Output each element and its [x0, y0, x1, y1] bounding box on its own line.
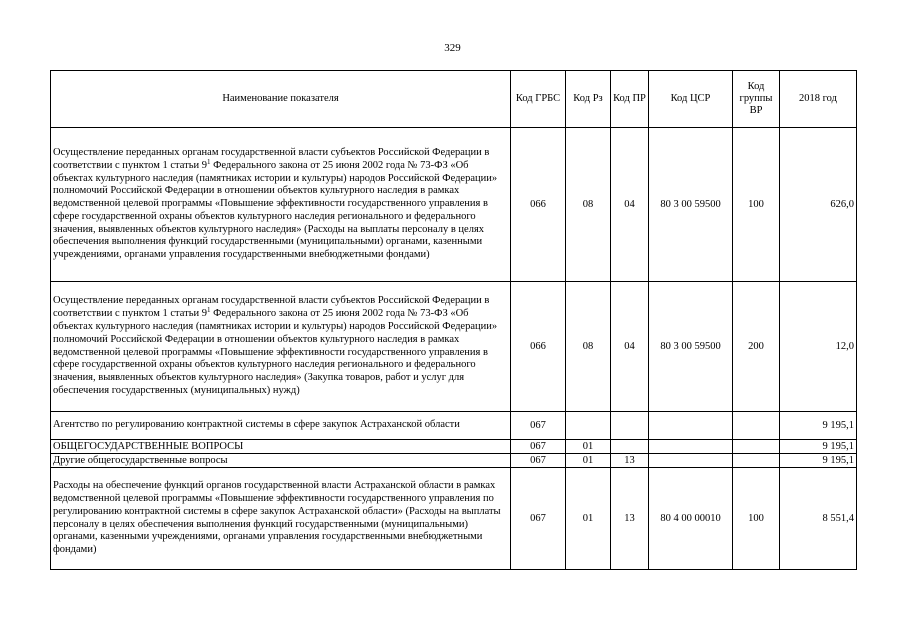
cell-pr: 04 [611, 128, 649, 282]
cell-pr: 04 [611, 282, 649, 412]
table-row [51, 282, 857, 412]
header-rz: Код Рз [566, 71, 611, 128]
table-row [51, 454, 857, 468]
header-name: Наименование показателя [51, 71, 511, 128]
cell-amount: 9 195,1 [780, 412, 857, 440]
cell-vr [733, 440, 780, 454]
budget-table [50, 70, 857, 570]
row-name: Агентство по регулированию контрактной системы в сфере закупок Астраханской области [51, 412, 511, 440]
table-row [51, 468, 857, 570]
cell-rz [566, 412, 611, 440]
row-name-part: Осуществление переданных органам государственной власти субъектов Российской Федерации в соответствии с пунктом 1 статьи 9 [53, 295, 490, 320]
cell-amount: 8 551,4 [780, 468, 857, 570]
row-name [51, 128, 511, 282]
cell-pr: 13 [611, 454, 649, 468]
page-number: 329 [444, 42, 461, 54]
cell-grbs: 066 [511, 128, 566, 282]
cell-grbs: 067 [511, 440, 566, 454]
cell-csr: 80 3 00 59500 [649, 282, 733, 412]
row-name-part: Осуществление переданных органам государственной власти субъектов Российской Федерации в соответствии с пунктом 1 статьи 9 [53, 146, 490, 171]
cell-csr [649, 454, 733, 468]
cell-pr [611, 412, 649, 440]
cell-csr [649, 440, 733, 454]
row-name: ОБЩЕГОСУДАРСТВЕННЫЕ ВОПРОСЫ [51, 440, 511, 454]
cell-csr: 80 4 00 00010 [649, 468, 733, 570]
cell-pr [611, 440, 649, 454]
cell-amount: 9 195,1 [780, 440, 857, 454]
row-name: Расходы на обеспечение функций органов государственной власти Астраханской области в рамках ведомственной целевой программы «Повышение эффективности государственного управления по регулированию контрактной системы в сфере закупок Астраханской области» (Расходы на выплаты персоналу в целях обеспечения выполнения функций государственными (муниципальными) органами, казенными учреждениями, органами управления государственными внебюджетными фондами) [51, 468, 511, 570]
cell-csr [649, 412, 733, 440]
row-name: Другие общегосударственные вопросы [51, 454, 511, 468]
cell-vr: 100 [733, 128, 780, 282]
cell-amount: 626,0 [780, 128, 857, 282]
cell-vr [733, 412, 780, 440]
header-year: 2018 год [780, 71, 857, 128]
header-csr: Код ЦСР [649, 71, 733, 128]
header-vr: Код группы ВР [733, 71, 780, 128]
table-row [51, 440, 857, 454]
table-row [51, 128, 857, 282]
cell-rz: 01 [566, 440, 611, 454]
header-row [51, 71, 857, 128]
row-name-part: Федерального закона от 25 июня 2002 года № 73-ФЗ «Об объектах культурного наследия (памятниках истории и культуры) народов Российской Федерации» полномочий Российской Федерации в отношении объектов культурного наследия в рамках ведомственной целевой программы «Повышение эффективности государственного управления в сфере государственной охраны объектов культурного наследия регионального и федерального значения, выявленных объектов культурного наследия» (Закупка товаров, работ и услуг для обеспечения государственных (муниципальных) нужд) [53, 308, 498, 396]
cell-rz: 08 [566, 282, 611, 412]
cell-pr: 13 [611, 468, 649, 570]
row-name-part: Федерального закона от 25 июня 2002 года № 73-ФЗ «Об объектах культурного наследия (памятниках истории и культуры) народов Российской Федерации» полномочий Российской Федерации в отношении объектов культурного наследия в рамках ведомственной целевой программы «Повышение эффективности государственного управления в сфере государственной охраны объектов культурного наследия регионального и федерального значения, выявленных объектов культурного наследия» (Расходы на выплаты персоналу в целях обеспечения выполнения функций государственными (муниципальными) органами, казенными учреждениями, органами управления государственными внебюджетными фондами) [53, 159, 498, 261]
header-grbs: Код ГРБС [511, 71, 566, 128]
cell-amount: 12,0 [780, 282, 857, 412]
superscript: 1 [206, 157, 211, 166]
table-row [51, 412, 857, 440]
cell-rz: 01 [566, 454, 611, 468]
cell-rz: 01 [566, 468, 611, 570]
cell-vr [733, 454, 780, 468]
cell-grbs: 067 [511, 454, 566, 468]
superscript: 1 [206, 306, 211, 315]
cell-grbs: 066 [511, 282, 566, 412]
cell-csr: 80 3 00 59500 [649, 128, 733, 282]
header-pr: Код ПР [611, 71, 649, 128]
cell-amount: 9 195,1 [780, 454, 857, 468]
cell-rz: 08 [566, 128, 611, 282]
cell-grbs: 067 [511, 468, 566, 570]
cell-vr: 200 [733, 282, 780, 412]
cell-grbs: 067 [511, 412, 566, 440]
row-name [51, 282, 511, 412]
cell-vr: 100 [733, 468, 780, 570]
